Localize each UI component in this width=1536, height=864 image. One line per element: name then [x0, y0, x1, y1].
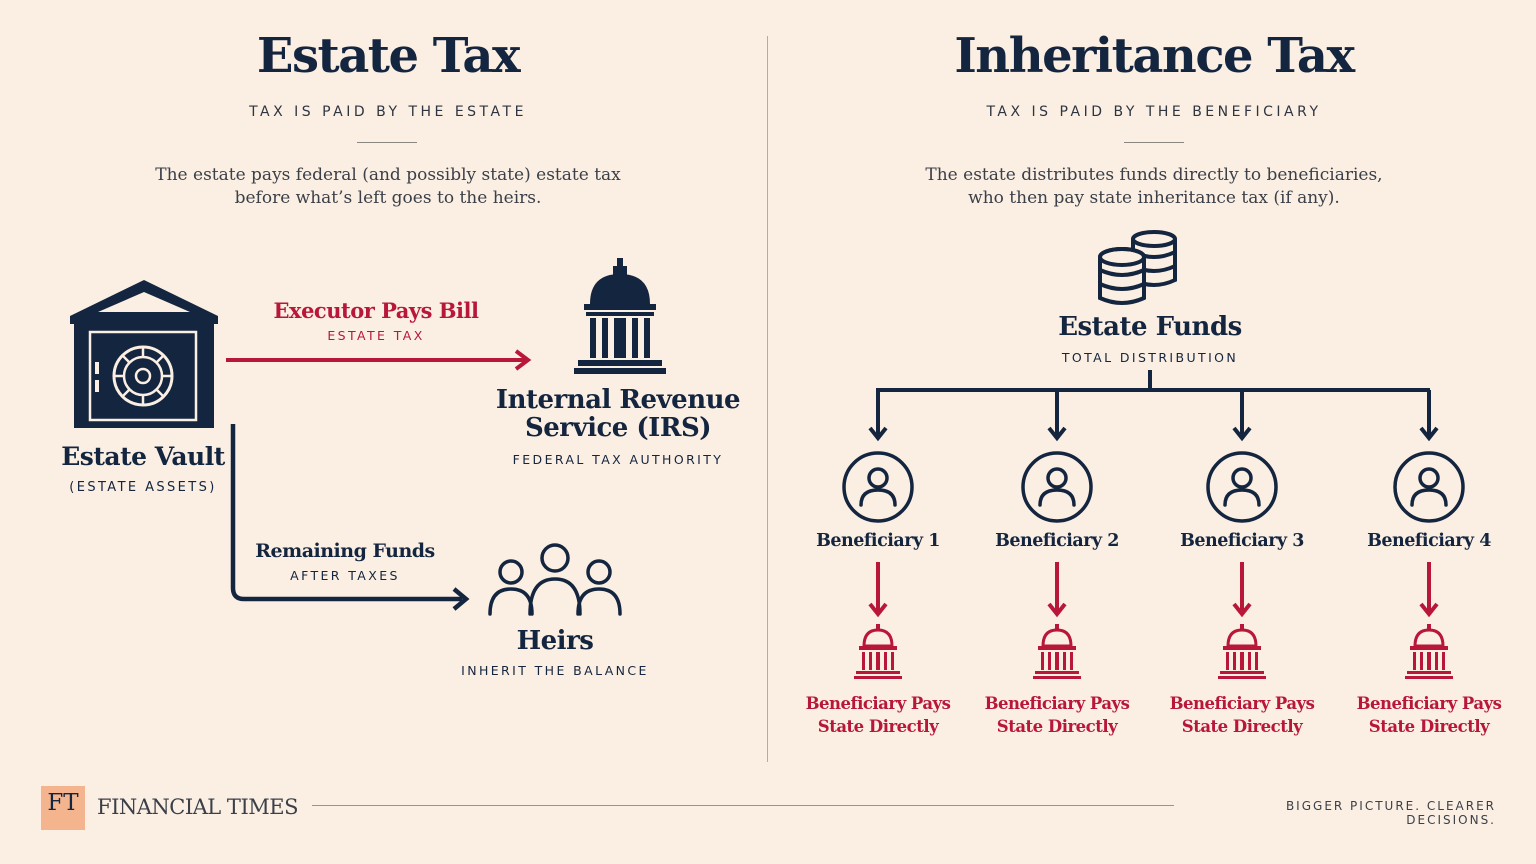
remaining-funds-arrow [226, 424, 476, 614]
estate-funds-label: Estate Funds [1058, 312, 1242, 342]
brand-name: FINANCIAL TIMES [97, 795, 298, 819]
inheritance-tax-subtitle: TAX IS PAID BY THE BENEFICIARY [986, 104, 1322, 120]
estate-vault-sublabel: (ESTATE ASSETS) [69, 480, 217, 495]
remaining-funds-label: Remaining Funds [255, 540, 435, 562]
person-icon [1205, 450, 1279, 524]
coin-stacks-icon [1096, 228, 1182, 308]
person-icon [841, 450, 915, 524]
beneficiary-name: Beneficiary 4 [1367, 531, 1491, 551]
estate-vault-label: Estate Vault [61, 442, 225, 471]
estate-tax-description: The estate pays federal (and possibly state) estate tax before what’s left goes to the heirs. [155, 165, 621, 208]
capitol-icon [572, 256, 668, 376]
inheritance-tax-title: Inheritance Tax [954, 28, 1354, 84]
estate-tax-title: Estate Tax [256, 28, 520, 84]
irs-label: Internal Revenue Service (IRS) [495, 385, 741, 443]
state-capitol-icon [1404, 624, 1454, 680]
pay-arrow [1232, 562, 1252, 620]
pay-arrow [868, 562, 888, 620]
state-capitol-icon [1217, 624, 1267, 680]
beneficiary-pays-label: Beneficiary Pays State Directly [984, 694, 1130, 736]
executor-pays-label: Executor Pays Bill [273, 298, 479, 323]
pay-arrow [1419, 562, 1439, 620]
inheritance-tax-description: The estate distributes funds directly to beneficiaries, who then pay state inheritance tax (if any). [925, 165, 1383, 208]
right-title-divider [1124, 142, 1184, 143]
pay-arrow [1047, 562, 1067, 620]
executor-arrow [226, 348, 536, 372]
beneficiary-name: Beneficiary 3 [1180, 531, 1304, 551]
estate-funds-sublabel: TOTAL DISTRIBUTION [1061, 350, 1239, 365]
left-title-divider [357, 142, 417, 143]
distribution-tree [860, 370, 1450, 442]
irs-sublabel: FEDERAL TAX AUTHORITY [512, 452, 724, 467]
tagline: BIGGER PICTURE. CLEARER DECISIONS. [1285, 799, 1496, 827]
person-icon [1392, 450, 1466, 524]
state-capitol-icon [853, 624, 903, 680]
people-group-icon [486, 542, 624, 618]
state-capitol-icon [1032, 624, 1082, 680]
person-icon [1020, 450, 1094, 524]
heirs-sublabel: INHERIT THE BALANCE [461, 663, 649, 678]
beneficiary-name: Beneficiary 1 [816, 531, 940, 551]
beneficiary-pays-label: Beneficiary Pays State Directly [1169, 694, 1315, 736]
footer-rule [312, 805, 1174, 806]
beneficiary-pays-label: Beneficiary Pays State Directly [805, 694, 951, 736]
beneficiary-name: Beneficiary 2 [995, 531, 1119, 551]
beneficiary-pays-label: Beneficiary Pays State Directly [1356, 694, 1502, 736]
panel-divider [767, 36, 768, 762]
vault-icon [68, 278, 220, 432]
estate-tax-subtitle: TAX IS PAID BY THE ESTATE [249, 104, 527, 120]
heirs-label: Heirs [516, 626, 594, 656]
ft-logo: FT [41, 786, 85, 830]
executor-pays-sublabel: ESTATE TAX [327, 328, 425, 343]
remaining-funds-sublabel: AFTER TAXES [290, 568, 400, 583]
